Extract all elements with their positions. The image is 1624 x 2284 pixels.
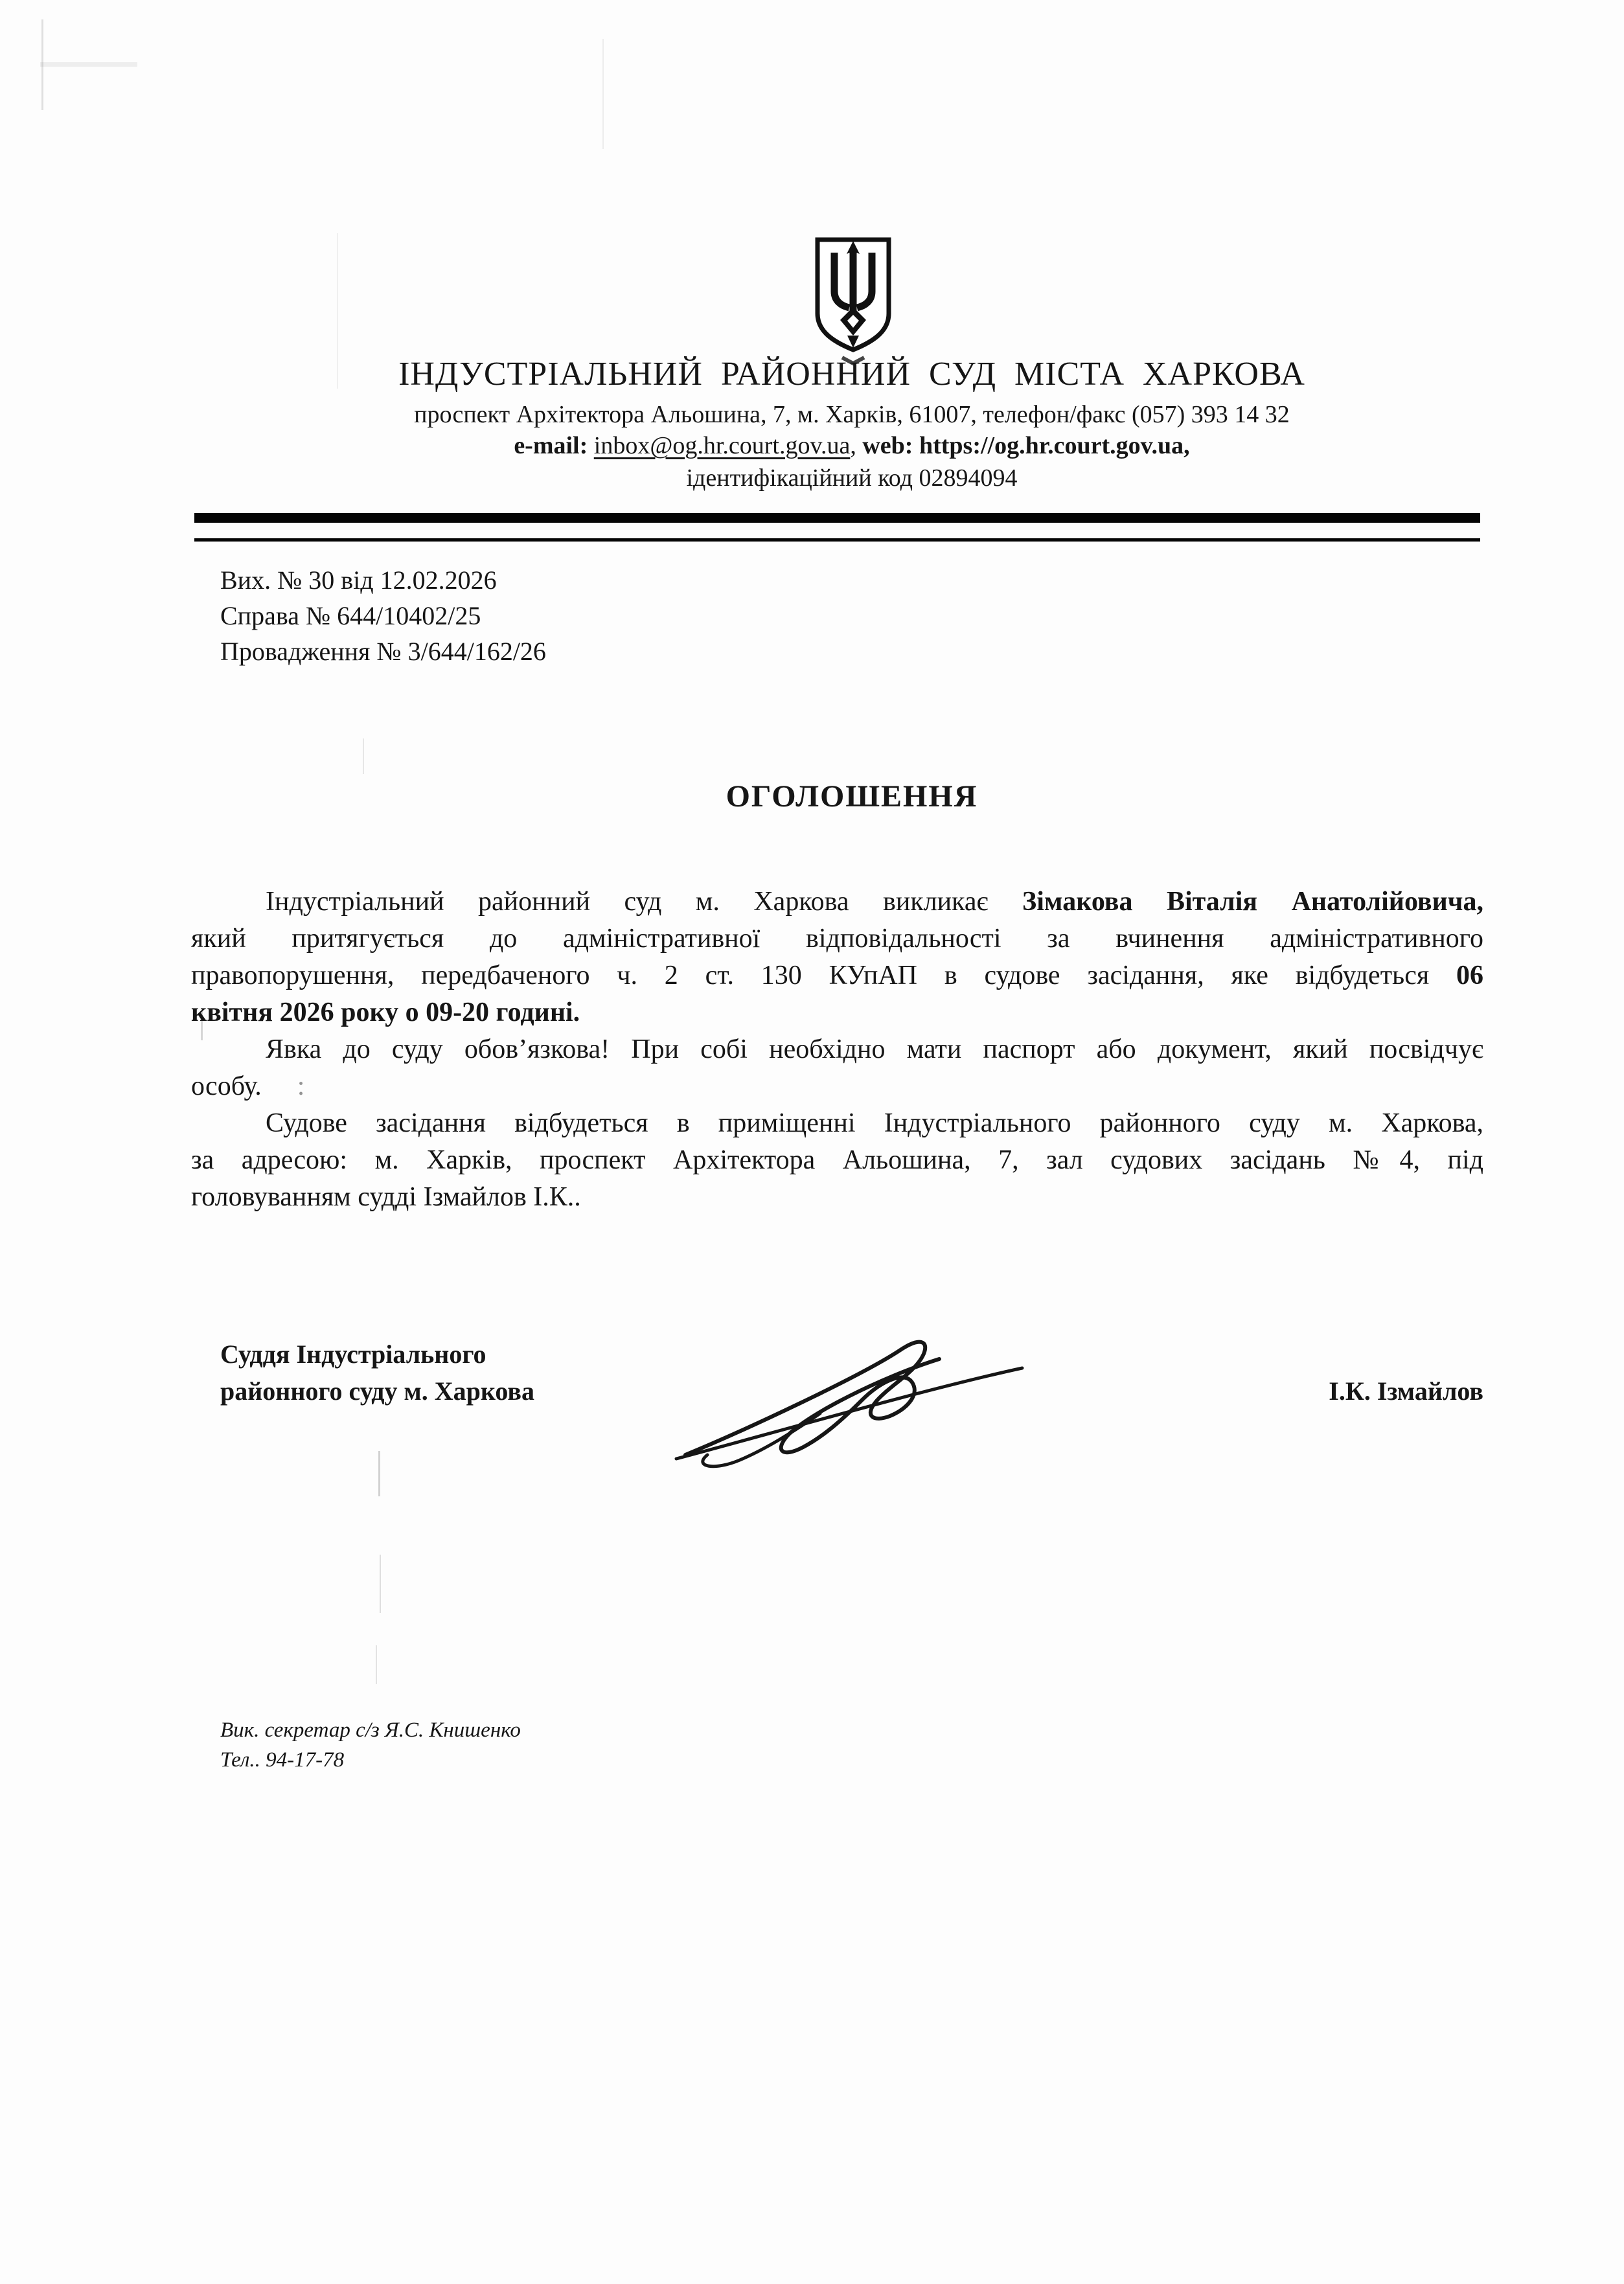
scan-artifact-text: : <box>297 1071 305 1101</box>
identification-code-line: ідентифікаційний код 02894094 <box>686 464 1018 492</box>
judge-title-line1: Суддя Індустріального <box>220 1340 486 1369</box>
judge-signature <box>667 1321 1036 1480</box>
body-text: особу. <box>191 1071 262 1101</box>
body-line <box>191 884 1483 920</box>
judge-name: І.К. Ізмайлов <box>1329 1376 1483 1406</box>
court-contact-line <box>191 431 1513 460</box>
body-text: Явка до суду обов’язкова! При собі необхідно мати паспорт або документ, який посвідчує <box>266 1034 1483 1064</box>
scan-artifact <box>378 1451 380 1496</box>
body-line <box>191 920 1483 957</box>
scan-artifact <box>363 738 364 774</box>
body-text: правопорушення, передбаченого ч. 2 ст. 130 КУпАП в судове засідання, яке відбудеться <box>191 961 1456 990</box>
body-line <box>191 994 1483 1031</box>
court-name-heading: ІНДУСТРІАЛЬНИЙ РАЙОННИЙ СУД МІСТА ХАРКОВА <box>398 356 1305 393</box>
body-text: Індустріальний районний суд м. Харкова викликає <box>266 887 1023 917</box>
divider-thin <box>194 538 1480 542</box>
body-text: Зімакова Віталія Анатолійовича, <box>1022 887 1483 917</box>
document-title: ОГОЛОШЕННЯ <box>726 779 978 814</box>
announcement-body <box>191 884 1483 1216</box>
body-line <box>191 1105 1483 1142</box>
court-address-line: проспект Архітектора Альошина, 7, м. Харків, 61007, телефон/факс (057) 393 14 32 <box>414 401 1290 428</box>
body-text: Судове засідання відбудеться в приміщенні Індустріального районного суду м. Харкова, <box>266 1108 1483 1138</box>
scan-artifact <box>376 1645 377 1684</box>
proceeding-number: Провадження № 3/644/162/26 <box>220 637 546 666</box>
divider-thick <box>194 513 1480 523</box>
scan-artifact <box>602 39 604 149</box>
body-text: який притягується до адміністративної відповідальності за вчинення адміністративного <box>191 924 1483 954</box>
body-text: головуванням судді Ізмайлов І.К.. <box>191 1182 581 1212</box>
body-line <box>191 1179 1483 1216</box>
reference-block <box>220 562 546 669</box>
case-number: Справа № 644/10402/25 <box>220 601 481 630</box>
separator: , <box>850 432 863 459</box>
body-line <box>191 1142 1483 1179</box>
body-line <box>191 1031 1483 1068</box>
judge-title <box>220 1336 534 1410</box>
body-line <box>191 957 1483 994</box>
secretary-block <box>220 1715 521 1775</box>
scan-artifact <box>40 62 137 67</box>
secretary-line: Вик. секретар с/з Я.С. Книшенко <box>220 1719 521 1742</box>
email-label: e-mail: <box>514 432 594 459</box>
body-text: квітня 2026 року о 09-20 годині. <box>191 998 580 1027</box>
scan-artifact <box>380 1555 381 1613</box>
body-line <box>191 1068 1483 1105</box>
secretary-phone: Тел.. 94-17-78 <box>220 1748 345 1772</box>
body-text: за адресою: м. Харків, проспект Архітектора Альошина, 7, зал судових засідань №4, під <box>191 1145 1483 1175</box>
web-address: web: https://og.hr.court.gov.ua, <box>862 432 1190 459</box>
coat-of-arms-trident-icon <box>812 236 894 370</box>
email-address: inbox@og.hr.court.gov.ua <box>593 432 851 459</box>
body-text: 06 <box>1456 961 1483 990</box>
outgoing-number: Вих. № 30 від 12.02.2026 <box>220 565 497 595</box>
judge-title-line2: районного суду м. Харкова <box>220 1376 534 1406</box>
